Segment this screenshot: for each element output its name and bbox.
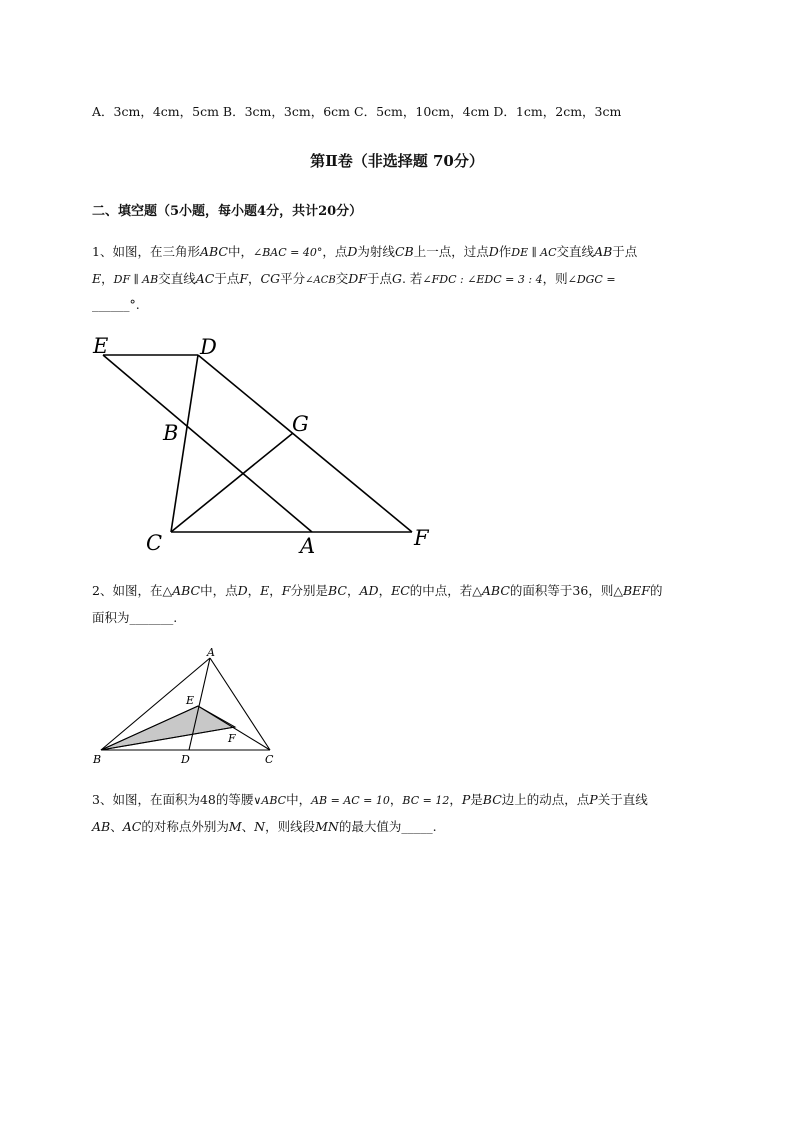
segment-CG (171, 433, 293, 532)
label-D2: D (181, 753, 190, 766)
segment-DF (198, 355, 412, 532)
q3-line2: AB、AC的对称点外别为M、N，则线段MN的最大值为_____. (92, 819, 437, 834)
q1-line1: 1、如图，在三角形ABC中，∠BAC = 40°，点D为射线CB上一点，过点D作DE ∥ AC交直线AB于点 (92, 244, 638, 259)
part-title: 第Ⅱ卷（非选择题 70分） (310, 152, 484, 170)
q3-line1: 3、如图，在面积为48的等腰∨ABC中，AB = AC = 10，BC = 12，P是BC边上的动点，点P关于直线 (92, 792, 648, 807)
q1-blank-line: ______°. (92, 297, 140, 312)
label-A2: A (207, 646, 215, 659)
label-E: E (93, 334, 109, 358)
segment-AC (210, 658, 270, 750)
label-E2: E (186, 694, 195, 707)
label-C2: C (265, 753, 274, 766)
choices-line: A．3cm，4cm，5cm B．3cm，3cm，6cm C．5cm，10cm，4cm D．1cm，2cm，3cm (92, 104, 622, 119)
label-F: F (414, 526, 429, 550)
q1-line2: E，DF ∥ AB交直线AC于点F，CG平分∠ACB交DF于点G. 若∠FDC : ∠EDC = 3 : 4，则∠DGC = (92, 271, 616, 286)
label-C: C (146, 531, 163, 555)
shaded-triangle-BEF (101, 706, 235, 750)
section-title: 二、填空题（5小题，每小题4分，共计20分） (92, 204, 363, 219)
label-A: A (300, 534, 316, 558)
label-G: G (292, 412, 309, 436)
label-F2: F (228, 732, 236, 745)
label-B: B (163, 421, 179, 445)
q2-figure (92, 646, 274, 766)
q2-line2: 面积为_______. (92, 610, 178, 625)
label-D: D (200, 335, 217, 359)
q2-line1: 2、如图，在△ABC中，点D，E，F分别是BC，AD，EC的中点，若△ABC的面积等于36，则△BEF的 (92, 583, 663, 598)
label-B2: B (93, 753, 102, 766)
